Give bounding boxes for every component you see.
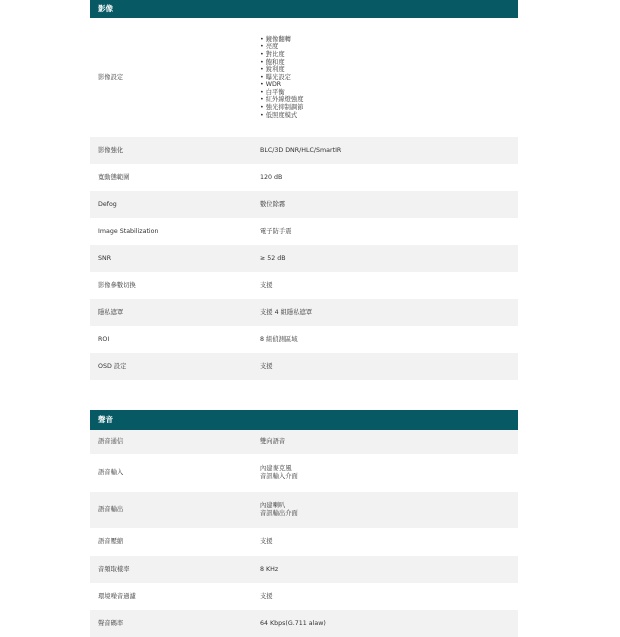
spec-value: 支援 4 組隱私遮罩 — [260, 308, 313, 316]
spec-value: BLC/3D DNR/HLC/SmartIR — [260, 146, 342, 154]
list-item: • 紅外線燈強度 — [260, 96, 304, 104]
spec-label: OSD 設定 — [98, 362, 127, 370]
spec-value: 支援 — [260, 592, 273, 600]
list-item: • 白平衡 — [260, 88, 285, 96]
spec-value: 8 KHz — [260, 565, 279, 573]
table-row — [90, 164, 518, 191]
spec-label: 隱私遮罩 — [98, 308, 124, 316]
value-line: 內建喇叭 — [260, 502, 286, 510]
spec-label: 語音輸入 — [98, 469, 124, 477]
bullet-list — [260, 36, 304, 120]
list-item: • WDR — [260, 81, 282, 89]
table-row — [90, 299, 518, 326]
table-row — [90, 430, 518, 454]
table-row — [90, 610, 518, 637]
spec-page — [90, 0, 518, 637]
list-item: • 對比度 — [260, 50, 285, 58]
spec-label: 語音輸出 — [98, 506, 124, 514]
spec-label: 音頻取樣率 — [98, 565, 130, 573]
table-row — [90, 454, 518, 492]
section-header: 聲音 — [90, 410, 518, 430]
spec-label: 環境噪音過濾 — [98, 592, 136, 600]
spec-value — [250, 492, 518, 528]
spec-label: 影像參數切換 — [98, 281, 136, 289]
section-audio — [90, 410, 518, 637]
section-spacer — [90, 380, 518, 410]
list-item: • 銳利度 — [260, 66, 285, 74]
value-line: 內建麥克風 — [260, 465, 292, 473]
spec-value: 雙向語音 — [260, 438, 286, 446]
spec-label: 寬動態範圍 — [98, 173, 130, 181]
spec-value: 120 dB — [260, 173, 283, 181]
table-row — [90, 556, 518, 583]
table-row — [90, 326, 518, 353]
table-row — [90, 137, 518, 164]
spec-value — [250, 454, 518, 492]
spec-value: ≥ 52 dB — [260, 254, 286, 262]
spec-value: 64 Kbps(G.711 alaw) — [260, 619, 326, 627]
spec-label: 語音壓縮 — [98, 538, 124, 546]
value-line: 音訊輸入介面 — [260, 473, 298, 480]
table-row — [90, 272, 518, 299]
list-item: • 曝光設定 — [260, 73, 291, 81]
spec-value: 8 組偵測區域 — [260, 335, 298, 343]
list-item: • 鏡像翻轉 — [260, 35, 291, 43]
spec-value — [250, 18, 518, 137]
spec-value: 支援 — [260, 538, 273, 546]
spec-label: 語音通信 — [98, 438, 124, 446]
table-row — [90, 218, 518, 245]
list-item: • 強光抑制調節 — [260, 104, 304, 112]
table-row — [90, 18, 518, 137]
table-row — [90, 492, 518, 528]
spec-label: 影像設定 — [98, 73, 124, 81]
table-row — [90, 245, 518, 272]
section-header: 影像 — [90, 0, 518, 18]
list-item: • 亮度 — [260, 43, 279, 51]
spec-value: 支援 — [260, 362, 273, 370]
value-line: 音訊輸出介面 — [260, 510, 298, 517]
spec-label: Image Stabilization — [98, 227, 159, 235]
spec-label: SNR — [98, 254, 112, 262]
spec-value: 電子防手震 — [260, 227, 292, 235]
list-item: • 飽和度 — [260, 58, 285, 66]
spec-label: Defog — [98, 200, 117, 208]
spec-value: 數位除霧 — [260, 200, 286, 208]
table-row — [90, 353, 518, 380]
table-row — [90, 583, 518, 610]
list-item: • 低照度模式 — [260, 111, 298, 119]
section-video — [90, 0, 518, 380]
spec-label: 影像強化 — [98, 146, 124, 154]
spec-label: 聲音碼率 — [98, 619, 124, 627]
spec-value: 支援 — [260, 281, 273, 289]
spec-label: ROI — [98, 335, 110, 343]
table-row — [90, 528, 518, 556]
table-row — [90, 191, 518, 218]
